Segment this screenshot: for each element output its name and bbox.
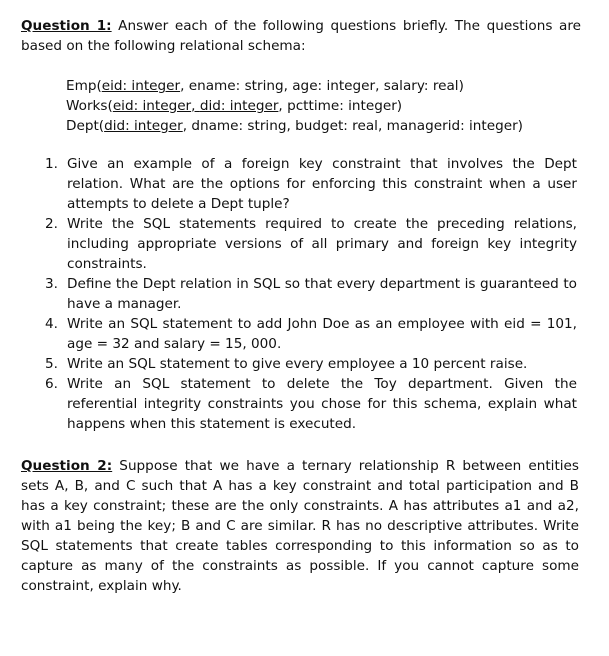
- schema-key: eid: integer: [112, 98, 192, 114]
- list-item: [45, 214, 577, 274]
- question-2: [21, 456, 579, 596]
- list-item-text: Write an SQL statement to add John Doe as an employee with eid = 101, age = 32 and salary = 15, 000.: [67, 316, 577, 352]
- list-item: [45, 354, 577, 374]
- list-item-text: Write the SQL statements required to create the preceding relations, including appropriate versions of all primary and foreign key integrity constraints.: [67, 216, 577, 272]
- question-2-heading: Question 2:: [21, 458, 113, 474]
- list-item-number: 2.: [45, 216, 58, 232]
- question-2-body: Suppose that we have a ternary relationship R between entities sets A, B, and C such that A has a key constraint and total participation and B has a key constraint; these are the only constraints. A has attributes a1 and a2, with a1 being the key; B and C are similar. R has no descriptive attributes. Write SQL statements that create tables corresponding to this information so as to capture as many of the constraints as possible. If you cannot capture some constraint, explain why.: [21, 458, 579, 594]
- schema-relation-name: Emp(: [66, 78, 102, 94]
- schema-emp: [66, 76, 586, 96]
- list-item: [45, 154, 577, 214]
- question-list: [45, 154, 577, 434]
- schema-dept: [66, 116, 586, 136]
- schema-key: did: integer: [104, 118, 183, 134]
- schema-attributes: , pcttime: integer): [278, 98, 403, 114]
- question-1-intro-text: Answer each of the following questions briefly. The questions are based on the following relational schema:: [21, 18, 581, 54]
- list-item-text: Write an SQL statement to give every employee a 10 percent raise.: [67, 356, 528, 372]
- list-item-number: 1.: [45, 156, 58, 172]
- schema-relation-name: Dept(: [66, 118, 105, 134]
- question-1-heading: Question 1:: [21, 18, 112, 34]
- schema-attributes: , ename: string, age: integer, salary: real): [180, 78, 464, 94]
- list-item: [45, 274, 577, 314]
- list-item-number: 6.: [45, 376, 58, 392]
- list-item-number: 5.: [45, 356, 58, 372]
- schema-works: Works(eid: integer, did: integer, pcttime: integer): [66, 98, 403, 114]
- schema-attributes: , dname: string, budget: real, managerid: integer): [182, 118, 523, 134]
- schema-key: eid: integer: [101, 78, 181, 94]
- schema-relation-name: Works(: [66, 98, 113, 114]
- list-item-number: 4.: [45, 316, 58, 332]
- list-item: [45, 314, 577, 354]
- list-item-number: 3.: [45, 276, 58, 292]
- list-item-text: Write an SQL statement to delete the Toy department. Given the referential integrity constraints you chose for this schema, explain what happens when this statement is executed.: [67, 376, 577, 432]
- list-item-text: Give an example of a foreign key constraint that involves the Dept relation. What are the options for enforcing this constraint when a user attempts to delete a Dept tuple?: [67, 156, 577, 212]
- question-1-intro: [21, 16, 581, 56]
- schema-key: did: integer: [199, 98, 279, 114]
- relational-schema: [66, 76, 586, 136]
- list-item: [45, 374, 577, 434]
- list-item-text: Define the Dept relation in SQL so that every department is guaranteed to have a manager.: [67, 276, 577, 312]
